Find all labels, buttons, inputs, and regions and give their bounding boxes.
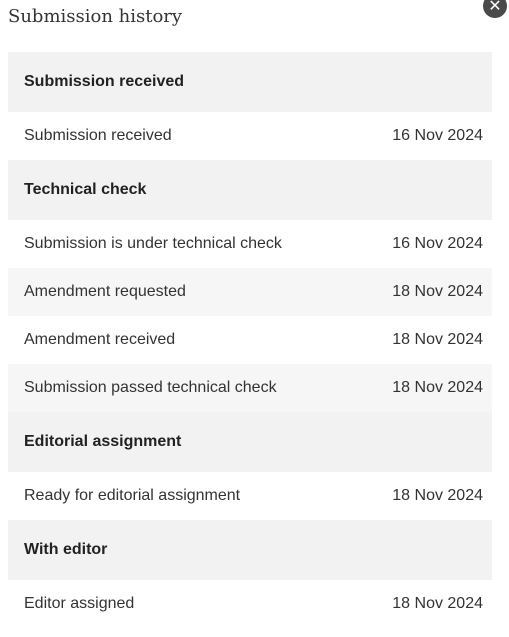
history-row bbox=[8, 364, 492, 412]
history-row bbox=[8, 472, 492, 520]
section-header-technical-check: Technical check bbox=[8, 160, 492, 220]
event-label: Amendment requested bbox=[24, 283, 186, 300]
history-row bbox=[8, 268, 492, 316]
event-date: 18 Nov 2024 bbox=[392, 331, 483, 348]
history-row bbox=[8, 220, 492, 268]
submission-history-list bbox=[8, 52, 492, 628]
section-header-editorial-assignment: Editorial assignment bbox=[8, 412, 492, 472]
event-date: 18 Nov 2024 bbox=[392, 487, 483, 504]
event-label: Ready for editorial assignment bbox=[24, 487, 241, 504]
history-row bbox=[8, 316, 492, 364]
event-label: Editor assigned bbox=[24, 595, 135, 612]
modal-title: Submission history bbox=[8, 6, 183, 27]
event-label: Submission received bbox=[24, 127, 172, 144]
event-date: 16 Nov 2024 bbox=[392, 127, 483, 144]
history-row bbox=[8, 580, 492, 628]
event-date: 16 Nov 2024 bbox=[392, 235, 483, 252]
event-label: Amendment received bbox=[24, 331, 176, 348]
event-date: 18 Nov 2024 bbox=[392, 379, 483, 396]
history-row bbox=[8, 112, 492, 160]
section-header-submission-received: Submission received bbox=[8, 52, 492, 112]
event-label: Submission passed technical check bbox=[24, 379, 277, 396]
section-header-with-editor: With editor bbox=[8, 520, 492, 580]
event-date: 18 Nov 2024 bbox=[392, 283, 483, 300]
event-date: 18 Nov 2024 bbox=[392, 595, 483, 612]
event-label: Submission is under technical check bbox=[24, 235, 282, 252]
close-icon[interactable]: ✕ bbox=[483, 0, 507, 18]
